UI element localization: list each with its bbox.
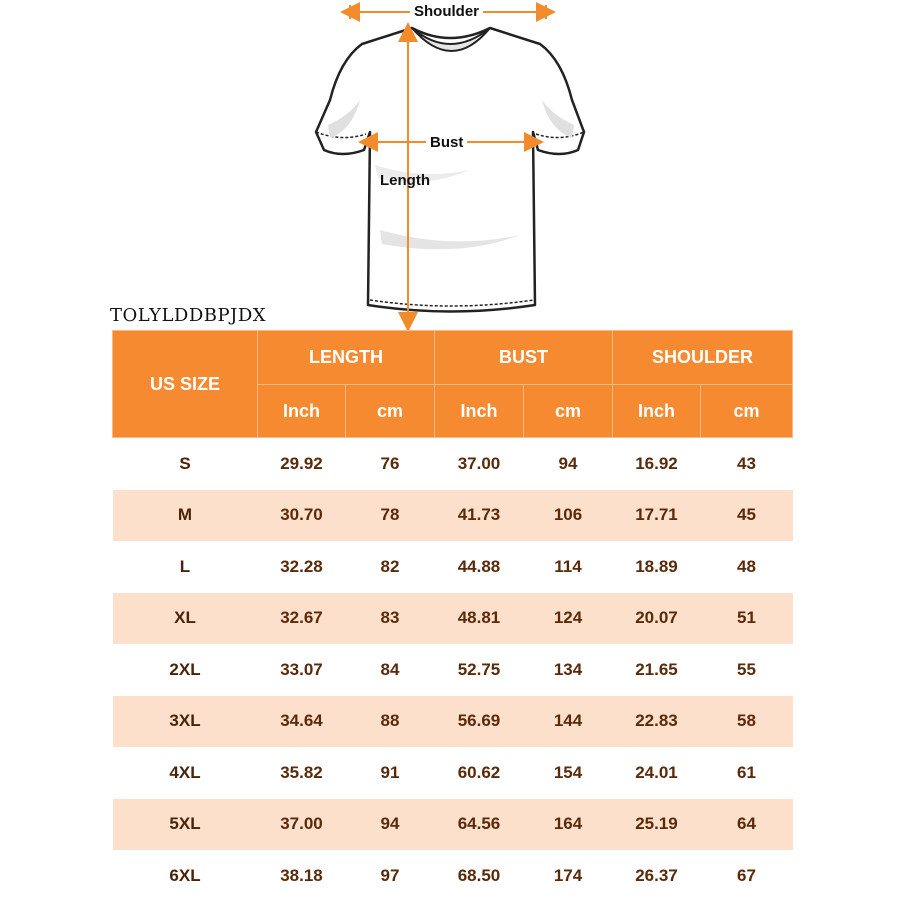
size-cell: L [113, 541, 258, 593]
shoulder-inch-cell: 18.89 [613, 541, 701, 593]
size-cell: 5XL [113, 799, 258, 851]
bust-inch-cell: 60.62 [435, 747, 524, 799]
shoulder-cm-cell: 64 [701, 799, 793, 851]
bust-cm-cell: 106 [524, 490, 613, 542]
shoulder-cm-cell: 51 [701, 593, 793, 645]
shoulder-inch-cell: 25.19 [613, 799, 701, 851]
length-cm-cell: 91 [346, 747, 435, 799]
shoulder-cm-cell: 67 [701, 850, 793, 902]
shoulder-inch-cell: 20.07 [613, 593, 701, 645]
tshirt-outline [316, 28, 584, 312]
size-cell: S [113, 438, 258, 490]
bust-cm-cell: 154 [524, 747, 613, 799]
shoulder-cm-cell: 45 [701, 490, 793, 542]
table-row [113, 799, 793, 851]
bust-cm-cell: 144 [524, 696, 613, 748]
bust-inch-cell: 44.88 [435, 541, 524, 593]
bust-inch-cell: 41.73 [435, 490, 524, 542]
bust-cm-cell: 134 [524, 644, 613, 696]
size-cell: 4XL [113, 747, 258, 799]
length-inch-cell: 35.82 [258, 747, 346, 799]
shoulder-label: Shoulder [410, 3, 483, 21]
tshirt-illustration [0, 0, 900, 330]
length-cm-cell: 97 [346, 850, 435, 902]
header-shoulder: SHOULDER [613, 331, 793, 385]
table-row [113, 696, 793, 748]
size-cell: M [113, 490, 258, 542]
shoulder-inch-cell: 24.01 [613, 747, 701, 799]
header-shoulder-cm: cm [701, 385, 793, 438]
shoulder-inch-cell: 16.92 [613, 438, 701, 490]
shoulder-cm-cell: 43 [701, 438, 793, 490]
length-cm-cell: 82 [346, 541, 435, 593]
bust-cm-cell: 114 [524, 541, 613, 593]
shoulder-cm-cell: 58 [701, 696, 793, 748]
size-cell: 3XL [113, 696, 258, 748]
bust-cm-cell: 94 [524, 438, 613, 490]
bust-inch-cell: 48.81 [435, 593, 524, 645]
header-us-size: US SIZE [113, 331, 258, 438]
length-cm-cell: 83 [346, 593, 435, 645]
header-bust: BUST [435, 331, 613, 385]
table-row [113, 593, 793, 645]
bust-cm-cell: 164 [524, 799, 613, 851]
table-row [113, 490, 793, 542]
brand-name: TOLYLDDBPJDX [110, 305, 267, 326]
bust-inch-cell: 68.50 [435, 850, 524, 902]
header-bust-cm: cm [524, 385, 613, 438]
length-inch-cell: 32.67 [258, 593, 346, 645]
bust-cm-cell: 174 [524, 850, 613, 902]
length-inch-cell: 37.00 [258, 799, 346, 851]
length-cm-cell: 78 [346, 490, 435, 542]
header-length: LENGTH [258, 331, 435, 385]
length-inch-cell: 30.70 [258, 490, 346, 542]
header-group-row [113, 331, 793, 385]
bust-inch-cell: 64.56 [435, 799, 524, 851]
length-cm-cell: 84 [346, 644, 435, 696]
shoulder-cm-cell: 48 [701, 541, 793, 593]
length-cm-cell: 88 [346, 696, 435, 748]
shoulder-cm-cell: 61 [701, 747, 793, 799]
length-cm-cell: 94 [346, 799, 435, 851]
shoulder-cm-cell: 55 [701, 644, 793, 696]
table-row [113, 850, 793, 902]
bust-inch-cell: 56.69 [435, 696, 524, 748]
shoulder-inch-cell: 22.83 [613, 696, 701, 748]
shoulder-inch-cell: 21.65 [613, 644, 701, 696]
header-length-cm: cm [346, 385, 435, 438]
bust-cm-cell: 124 [524, 593, 613, 645]
size-cell: 6XL [113, 850, 258, 902]
length-inch-cell: 38.18 [258, 850, 346, 902]
length-inch-cell: 32.28 [258, 541, 346, 593]
bust-inch-cell: 52.75 [435, 644, 524, 696]
tshirt-measurement-diagram [0, 0, 900, 330]
length-inch-cell: 34.64 [258, 696, 346, 748]
size-cell: 2XL [113, 644, 258, 696]
header-length-inch: Inch [258, 385, 346, 438]
bust-label: Bust [426, 134, 467, 152]
length-cm-cell: 76 [346, 438, 435, 490]
length-label: Length [380, 172, 430, 189]
shoulder-inch-cell: 26.37 [613, 850, 701, 902]
header-shoulder-inch: Inch [613, 385, 701, 438]
length-inch-cell: 29.92 [258, 438, 346, 490]
header-bust-inch: Inch [435, 385, 524, 438]
length-inch-cell: 33.07 [258, 644, 346, 696]
table-row [113, 747, 793, 799]
size-chart-table [112, 330, 793, 902]
size-cell: XL [113, 593, 258, 645]
table-row [113, 438, 793, 490]
table-row [113, 644, 793, 696]
shoulder-inch-cell: 17.71 [613, 490, 701, 542]
table-row [113, 541, 793, 593]
bust-inch-cell: 37.00 [435, 438, 524, 490]
